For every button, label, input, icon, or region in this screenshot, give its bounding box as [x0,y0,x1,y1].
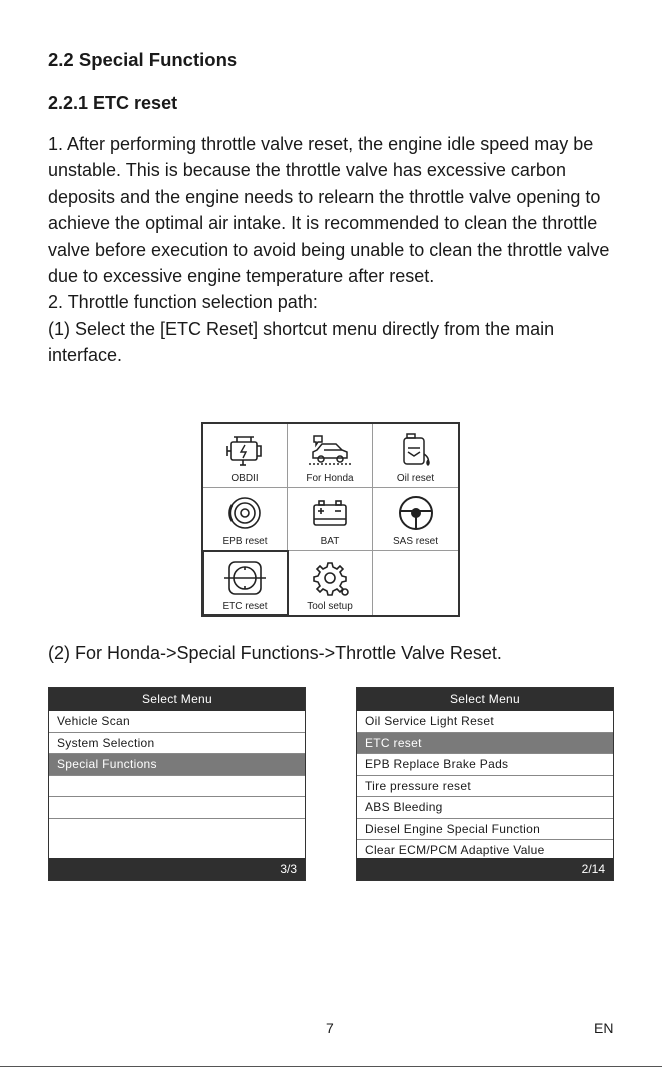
select-menu-panel-left [48,687,306,881]
battery-icon [306,493,354,533]
menu-tile-sas-reset[interactable] [373,488,458,552]
car-icon [306,430,354,470]
menu-item-epb-replace-brake-pads[interactable]: EPB Replace Brake Pads [357,754,613,776]
menu-tile-obdii[interactable] [203,424,288,488]
section-title: 2.2 Special Functions [48,49,238,70]
paragraph-2: 2. Throttle function selection path: [48,292,318,313]
menu-header: Select Menu [49,688,305,711]
page-indicator: 3/3 [49,858,305,880]
paragraph-3: (1) Select the [ETC Reset] shortcut menu directly from the main interface. [48,318,555,366]
menu-tile-empty [373,551,458,615]
select-menu-panel-right [356,687,614,881]
throttle-icon [221,558,269,598]
menu-item-empty [49,776,305,798]
menu-item-abs-bleeding[interactable]: ABS Bleeding [357,797,613,819]
menu-item-diesel-engine-special-function[interactable]: Diesel Engine Special Function [357,819,613,841]
menu-header: Select Menu [357,688,613,711]
menu-tile-bat[interactable] [288,488,373,552]
page-indicator: 2/14 [357,858,613,880]
brake-disc-icon [221,493,269,533]
menu-item-vehicle-scan[interactable]: Vehicle Scan [49,711,305,733]
language-label: EN [594,1020,614,1036]
tile-label: ETC reset [222,601,268,612]
menu-tile-epb-reset[interactable] [203,488,288,552]
menu-item-tire-pressure-reset[interactable]: Tire pressure reset [357,776,613,798]
main-menu-icon-grid [201,422,460,617]
step-2-path: (2) For Honda->Special Functions->Throttle Valve Reset. [48,643,502,663]
menu-tile-tool-setup[interactable] [288,551,373,615]
menu-item-oil-service-light-reset[interactable]: Oil Service Light Reset [357,711,613,733]
tile-label: Oil reset [396,472,435,484]
menu-tile-for-honda[interactable] [288,424,373,488]
page-number: 7 [326,1020,334,1036]
tile-label: OBDII [231,472,259,484]
tile-label: EPB reset [222,536,268,548]
menu-item-clear-ecm-pcm-adaptive-value[interactable]: Clear ECM/PCM Adaptive Value [365,843,545,857]
oil-can-icon [392,430,440,470]
footer-divider [0,1066,662,1067]
menu-tile-oil-reset[interactable] [373,424,458,488]
body-text [48,131,628,369]
tile-label: BAT [320,536,340,548]
menu-tile-etc-reset[interactable] [203,551,288,615]
tile-label: For Honda [306,472,354,484]
steering-wheel-icon [392,493,440,533]
menu-item-special-functions[interactable]: Special Functions [49,754,305,776]
tile-label: Tool setup [307,601,353,612]
menu-item-system-selection[interactable]: System Selection [49,733,305,755]
tile-label: SAS reset [392,536,439,548]
paragraph-1: 1. After performing throttle valve reset, the engine idle speed may be unstable. This is because the throttle valve has excessive carbon deposits and the engine needs to relearn the throttle valve opening to achieve the optimal air intake. It is recommended to clean the throttle valve before execution to avoid being unable to clean the throttle valve due to excessive engine temperature after reset. [48,134,610,287]
gear-icon [306,558,354,598]
menu-item-etc-reset[interactable]: ETC reset [357,733,613,755]
subsection-title: 2.2.1 ETC reset [48,93,178,113]
menu-item-empty [49,797,305,819]
engine-icon [221,430,269,470]
menu-item-empty [49,819,305,840]
